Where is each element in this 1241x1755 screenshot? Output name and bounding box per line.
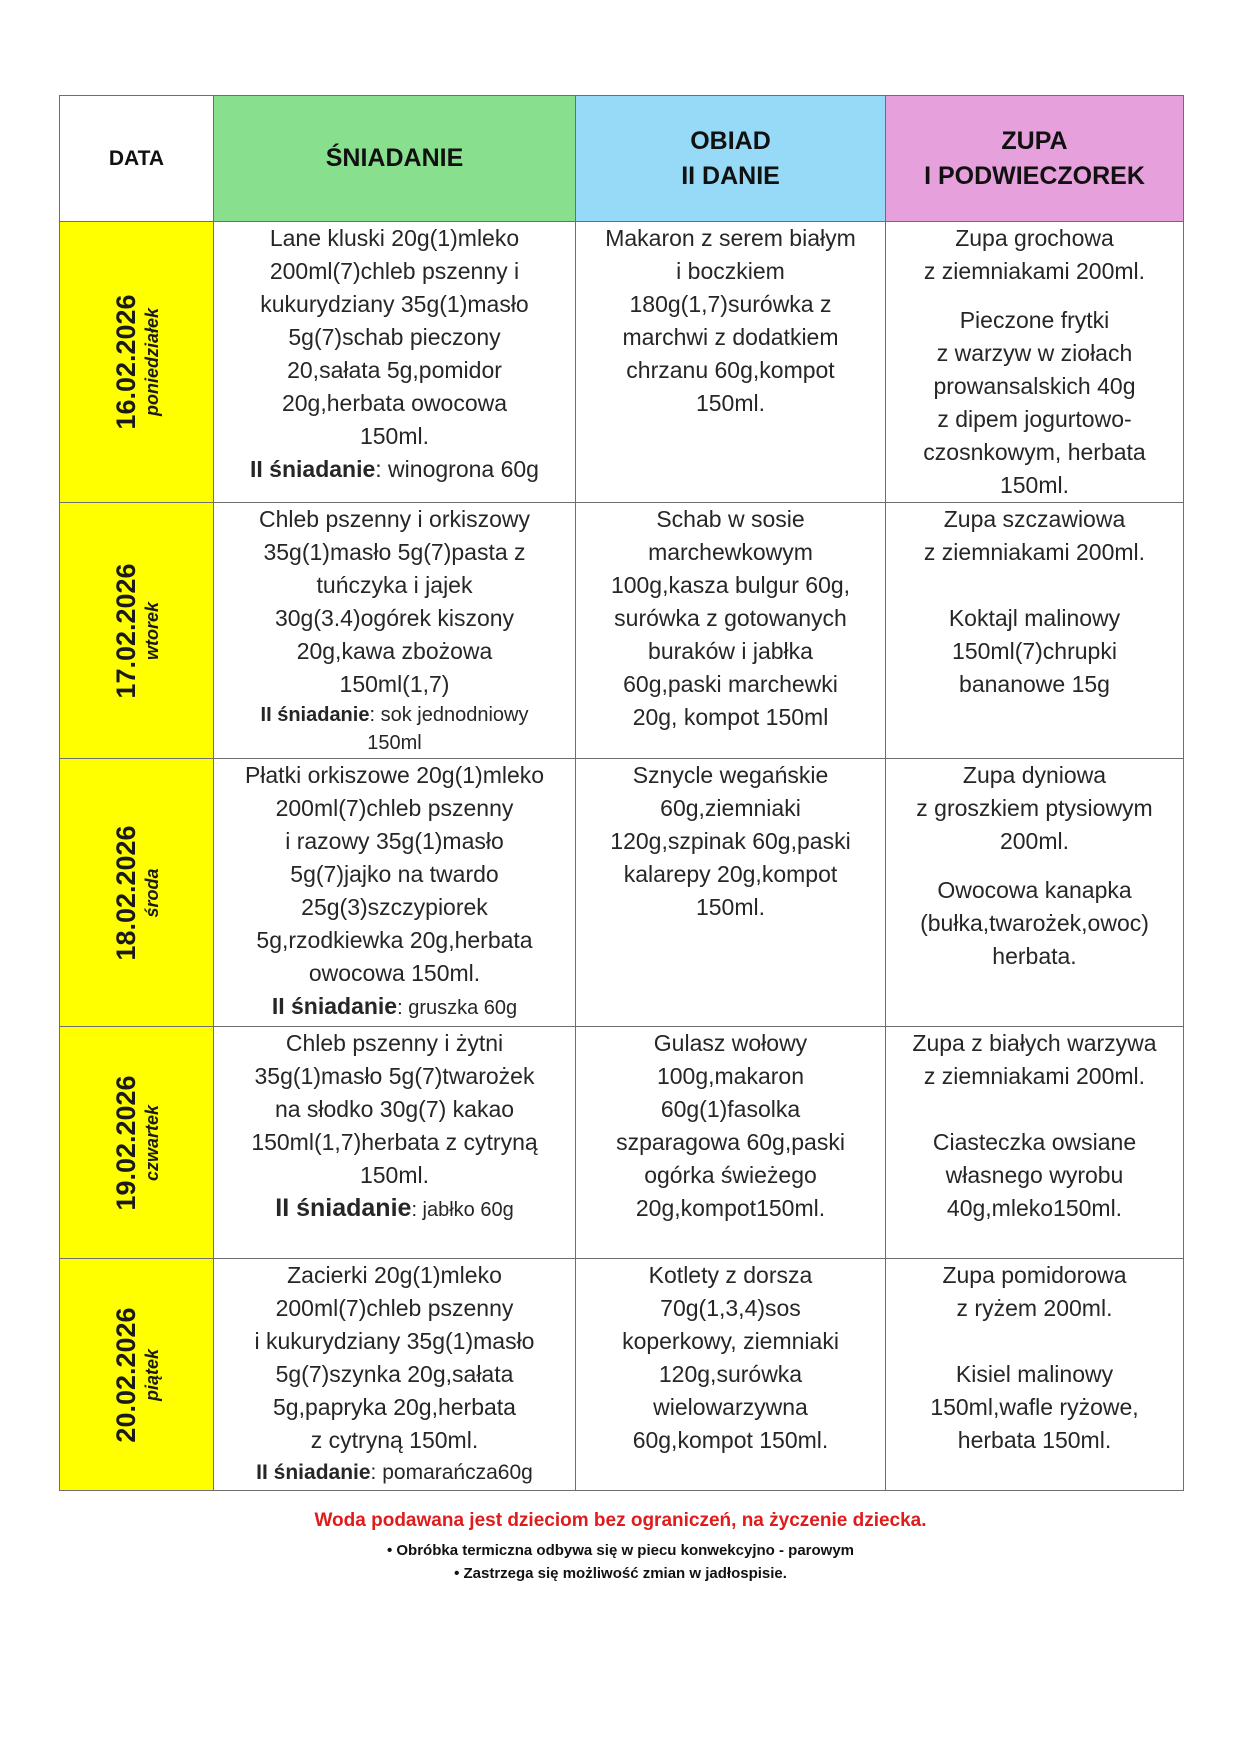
menu-line: 20g, kompot 150ml [632, 704, 829, 730]
menu-line: herbata 150ml. [957, 1427, 1112, 1453]
breakfast-cell [214, 1027, 576, 1259]
second-breakfast-label: II śniadanie [260, 704, 370, 726]
menu-line: bananowe 15g [959, 671, 1110, 697]
menu-line: Pieczone frytki [959, 307, 1110, 333]
date-cell [60, 759, 214, 1027]
header-sniadanie: ŚNIADANIE [214, 96, 576, 222]
menu-line: Makaron z serem białym [605, 225, 856, 251]
menu-line: 200ml. [999, 828, 1070, 854]
menu-line: 150ml. [359, 423, 430, 449]
lunch-cell [576, 503, 886, 759]
menu-line: 150ml. [999, 472, 1070, 498]
soup-cell [886, 1027, 1184, 1259]
menu-line: owocowa 150ml. [308, 960, 481, 986]
day-name: poniedziałek [141, 307, 162, 417]
date-text: 18.02.2026 [110, 824, 141, 961]
menu-line: na słodko 30g(7) kakao [274, 1096, 515, 1122]
menu-line: 60g,paski marchewki [623, 671, 838, 697]
menu-line: marchewkowym [648, 539, 813, 565]
menu-line: szparagowa 60g,paski [616, 1129, 845, 1155]
menu-line: Zacierki 20g(1)mleko [287, 1262, 502, 1288]
menu-line: 120g,surówka [658, 1361, 803, 1387]
second-breakfast-text: : gruszka 60g [397, 997, 518, 1019]
menu-line: 25g(3)szczypiorek [301, 894, 488, 920]
soup-cell [886, 1259, 1184, 1491]
date-cell [60, 503, 214, 759]
menu-line: Chleb pszenny i żytni [285, 1030, 504, 1056]
header-zupa [886, 96, 1184, 222]
menu-line: z warzyw w ziołach [936, 340, 1133, 366]
header-zupa-line2: I PODWIECZOREK [924, 161, 1145, 190]
menu-line: 20g,kawa zbożowa [296, 638, 493, 664]
menu-line: 200ml(7)chleb pszenny [275, 1295, 514, 1321]
day-row [60, 222, 1184, 503]
second-breakfast-label: II śniadanie [256, 1461, 371, 1484]
menu-line: 5g(7)schab pieczony [288, 324, 501, 350]
menu-line: (bułka,twarożek,owoc) [920, 910, 1149, 936]
menu-line: Kisiel malinowy [955, 1361, 1114, 1387]
menu-line: 5g(7)szynka 20g,sałata [275, 1361, 514, 1387]
note-bullet-2: • Zastrzega się możliwość zmian w jadłospisie. [454, 1565, 787, 1582]
menu-table [59, 95, 1184, 1491]
menu-line: i boczkiem [676, 258, 785, 284]
menu-line: z ryżem 200ml. [956, 1295, 1113, 1321]
lunch-cell [576, 1027, 886, 1259]
second-breakfast-text: 150ml [367, 732, 422, 754]
menu-line: Zupa grochowa [955, 225, 1114, 251]
second-breakfast-text: : sok jednodniowy [369, 704, 529, 726]
menu-line: 150ml. [695, 390, 766, 416]
menu-line: 60g(1)fasolka [660, 1096, 801, 1122]
day-name: piątek [141, 1348, 162, 1401]
menu-line: z dipem jogurtowo- [937, 406, 1132, 432]
second-breakfast-text: : pomarańcza60g [370, 1461, 533, 1484]
menu-line: 150ml. [359, 1162, 430, 1188]
menu-line: z cytryną 150ml. [310, 1427, 479, 1453]
menu-line: 150ml(1,7)herbata z cytryną [251, 1129, 538, 1155]
menu-line: herbata. [992, 943, 1077, 969]
menu-line: 20,sałata 5g,pomidor [287, 357, 502, 383]
menu-line: chrzanu 60g,kompot [626, 357, 835, 383]
menu-line: Owocowa kanapka [937, 877, 1132, 903]
header-row [60, 96, 1184, 222]
date-text: 20.02.2026 [110, 1306, 141, 1443]
menu-line: Zupa z białych warzywa [912, 1030, 1157, 1056]
soup-cell [886, 222, 1184, 503]
menu-line: 70g(1,3,4)sos [660, 1295, 801, 1321]
soup-cell [886, 503, 1184, 759]
menu-line: 20g,herbata owocowa [281, 390, 508, 416]
day-row [60, 1259, 1184, 1491]
menu-line: koperkowy, ziemniaki [622, 1328, 839, 1354]
day-row [60, 503, 1184, 759]
menu-line: czosnkowym, herbata [923, 439, 1146, 465]
menu-line: 60g,kompot 150ml. [632, 1427, 829, 1453]
second-breakfast [214, 1457, 575, 1489]
menu-line: 180g(1,7)surówka z [629, 291, 832, 317]
second-breakfast [214, 701, 575, 757]
header-zupa-line1: ZUPA [1001, 126, 1068, 155]
breakfast-cell [214, 759, 576, 1027]
menu-line: Koktajl malinowy [948, 605, 1121, 631]
date-cell [60, 1027, 214, 1259]
lunch-cell [576, 222, 886, 503]
menu-line: 30g(3.4)ogórek kiszony [274, 605, 515, 631]
menu-line: Płatki orkiszowe 20g(1)mleko [244, 762, 545, 788]
menu-line: Gulasz wołowy [653, 1030, 808, 1056]
second-breakfast-text: : jabłko 60g [411, 1199, 514, 1221]
second-breakfast-label: II śniadanie [271, 993, 398, 1019]
menu-line: 200ml(7)chleb pszenny [275, 795, 514, 821]
menu-line: 35g(1)masło 5g(7)pasta z [263, 539, 526, 565]
menu-line: 120g,szpinak 60g,paski [610, 828, 851, 854]
menu-line: 5g,rzodkiewka 20g,herbata [256, 927, 533, 953]
menu-line: Zupa szczawiowa [943, 506, 1126, 532]
second-breakfast [214, 990, 575, 1025]
lunch-cell [576, 759, 886, 1027]
menu-line: 150ml,wafle ryżowe, [930, 1394, 1139, 1420]
menu-line: Zupa dyniowa [962, 762, 1107, 788]
menu-line: i kukurydziany 35g(1)masło [254, 1328, 535, 1354]
water-note: Woda podawana jest dzieciom bez ograniczeń, na życzenie dziecka. [314, 1510, 927, 1531]
menu-line: z groszkiem ptysiowym [916, 795, 1153, 821]
menu-line: 5g(7)jajko na twardo [290, 861, 499, 887]
menu-line: 200ml(7)chleb pszenny i [269, 258, 520, 284]
breakfast-cell [214, 1259, 576, 1491]
menu-line: z ziemniakami 200ml. [923, 539, 1146, 565]
date-text: 17.02.2026 [110, 562, 141, 699]
day-row [60, 1027, 1184, 1259]
menu-line: 150ml(7)chrupki [952, 638, 1117, 664]
menu-line: 40g,mleko150ml. [946, 1195, 1123, 1221]
breakfast-cell [214, 503, 576, 759]
menu-line: tuńczyka i jajek [316, 572, 473, 598]
second-breakfast-text: : winogrona 60g [375, 456, 539, 482]
menu-line: Sznycle wegańskie [632, 762, 829, 788]
date-cell [60, 1259, 214, 1491]
menu-line: 100g,makaron [656, 1063, 805, 1089]
menu-line: 35g(1)masło 5g(7)twarożek [254, 1063, 535, 1089]
date-cell [60, 222, 214, 503]
header-obiad-line2: II DANIE [681, 161, 780, 190]
menu-line: marchwi z dodatkiem [622, 324, 839, 350]
header-obiad-line1: OBIAD [690, 126, 771, 155]
menu-line: własnego wyrobu [945, 1162, 1124, 1188]
menu-line: z ziemniakami 200ml. [923, 258, 1146, 284]
header-obiad [576, 96, 886, 222]
header-date: DATA [60, 96, 214, 222]
soup-cell [886, 759, 1184, 1027]
day-name: wtorek [141, 601, 162, 660]
date-text: 19.02.2026 [110, 1074, 141, 1211]
menu-line: 5g,papryka 20g,herbata [273, 1394, 516, 1420]
menu-line: Zupa pomidorowa [942, 1262, 1127, 1288]
menu-line: kukurydziany 35g(1)masło [260, 291, 529, 317]
menu-line: surówka z gotowanych [614, 605, 847, 631]
menu-line: buraków i jabłka [648, 638, 813, 664]
menu-line: Lane kluski 20g(1)mleko [269, 225, 520, 251]
second-breakfast [214, 1192, 575, 1227]
menu-line: 150ml. [695, 894, 766, 920]
menu-line: kalarepy 20g,kompot [623, 861, 838, 887]
menu-line: i razowy 35g(1)masło [285, 828, 504, 854]
second-breakfast-label: II śniadanie [275, 1194, 412, 1222]
second-breakfast-label: II śniadanie [250, 456, 376, 482]
date-text: 16.02.2026 [110, 294, 141, 430]
menu-line: 100g,kasza bulgur 60g, [610, 572, 851, 598]
note-bullet-1: • Obróbka termiczna odbywa się w piecu konwekcyjno - parowym [386, 1542, 855, 1559]
menu-line: Kotlety z dorsza [648, 1262, 813, 1288]
day-row [60, 759, 1184, 1027]
menu-line: Ciasteczka owsiane [932, 1129, 1137, 1155]
day-name: środa [141, 867, 162, 918]
lunch-cell [576, 1259, 886, 1491]
menu-line: 150ml(1,7) [339, 671, 450, 697]
menu-line: Schab w sosie [656, 506, 805, 532]
day-name: czwartek [141, 1104, 162, 1181]
menu-line: 60g,ziemniaki [660, 795, 801, 821]
second-breakfast [214, 453, 575, 486]
menu-line: prowansalskich 40g [933, 373, 1136, 399]
breakfast-cell [214, 222, 576, 503]
menu-line: z ziemniakami 200ml. [923, 1063, 1146, 1089]
menu-line: 20g,kompot150ml. [635, 1195, 826, 1221]
menu-line: Chleb pszenny i orkiszowy [258, 506, 530, 532]
menu-line: ogórka świeżego [644, 1162, 817, 1188]
menu-line: wielowarzywna [653, 1394, 808, 1420]
